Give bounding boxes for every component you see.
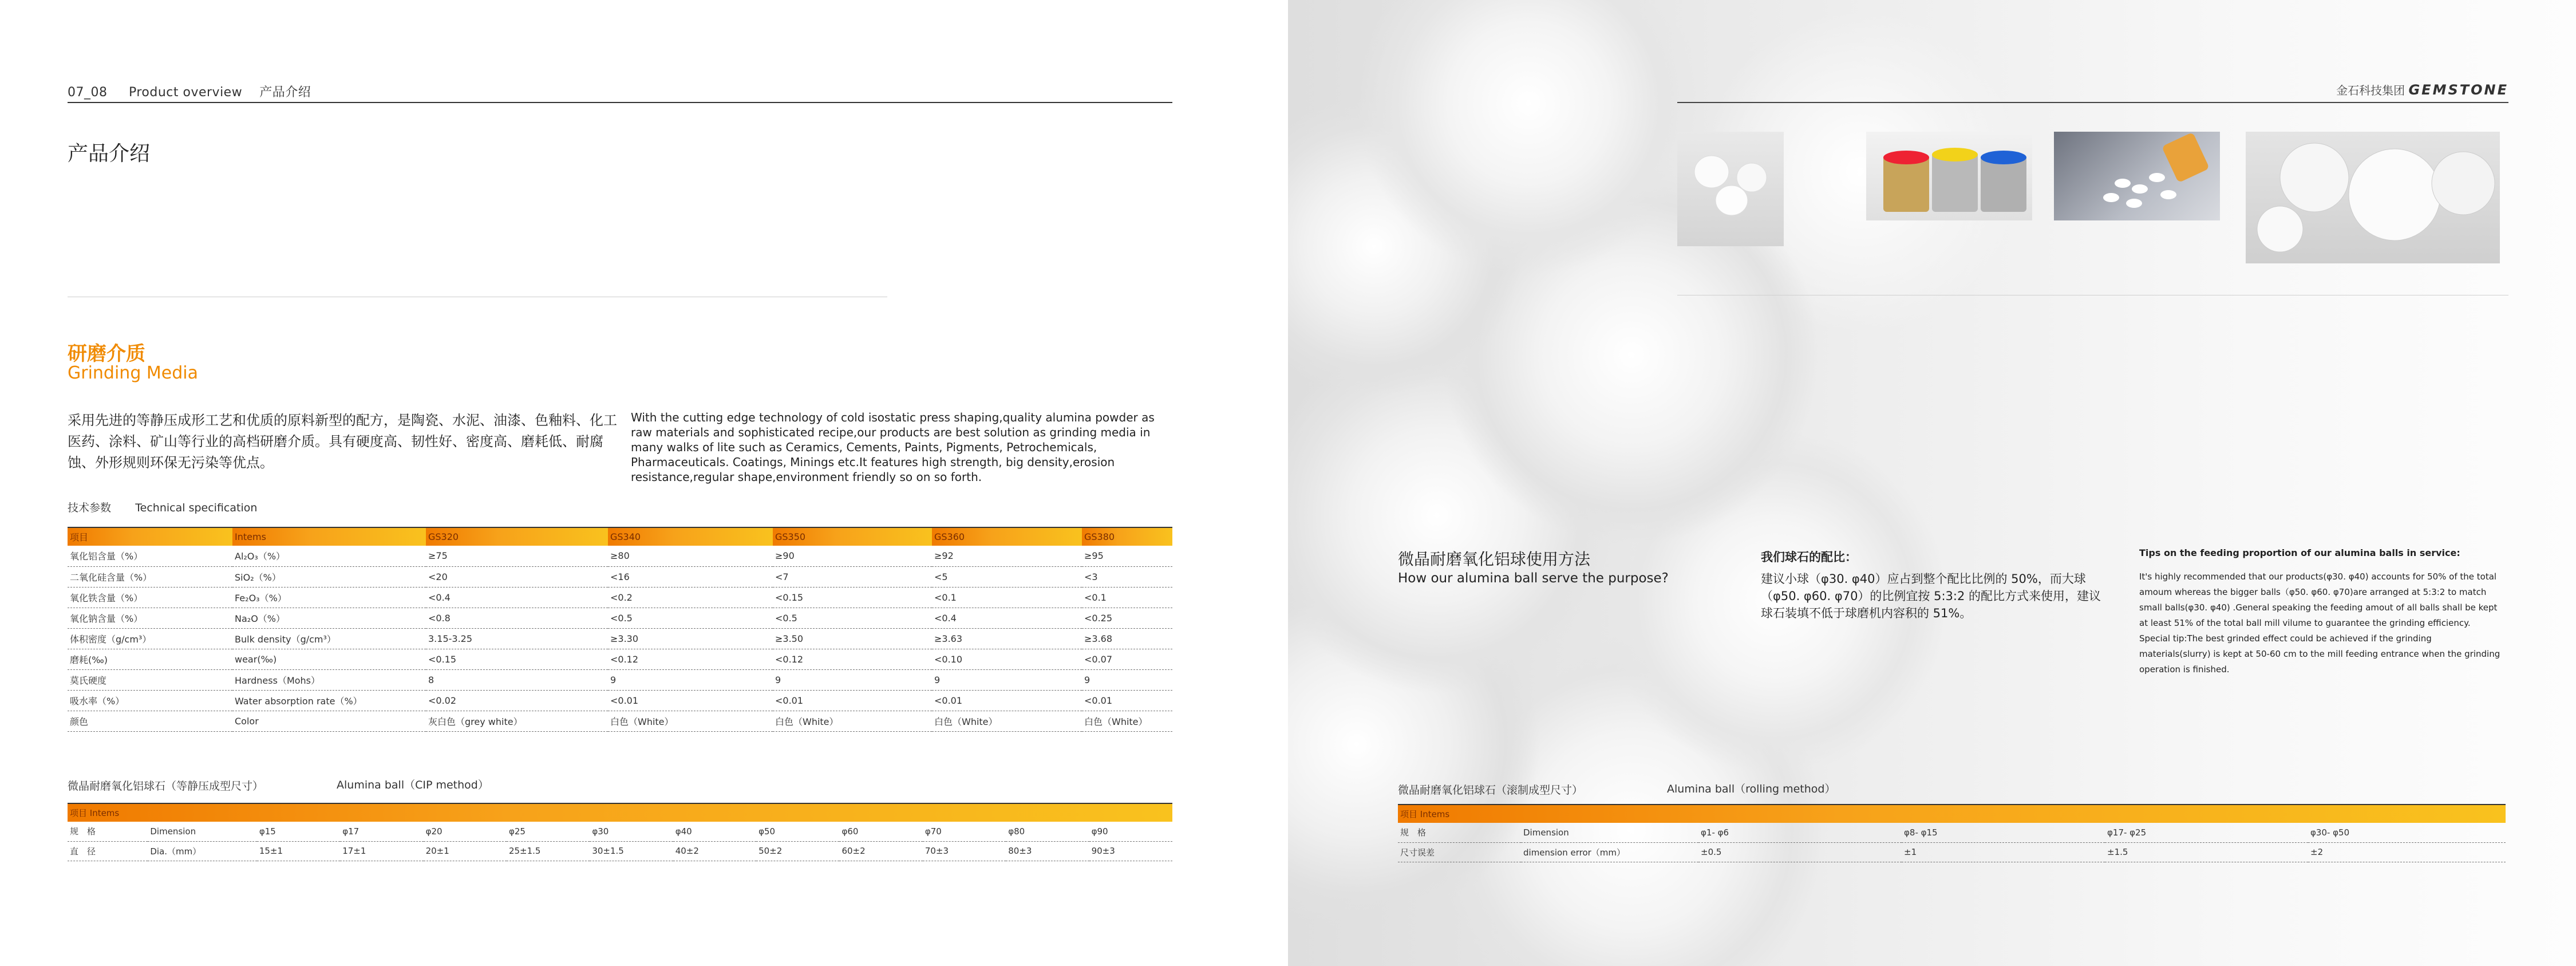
spec-label-en: Technical specification [135, 502, 258, 514]
table-cell: 60±2 [839, 841, 922, 861]
table-header-cell: GS360 [932, 527, 1082, 546]
table-cell: 规 格 [1398, 823, 1521, 842]
table-cell: 80±3 [1006, 841, 1089, 861]
table-cell: ±0.5 [1698, 842, 1902, 862]
spec-table-header [68, 527, 1172, 546]
table-cell: 白色（White） [608, 711, 773, 731]
cip-label-en: Alumina ball（CIP method） [337, 779, 489, 791]
table-cell: φ1- φ6 [1698, 823, 1902, 842]
table-row [1398, 842, 2506, 862]
table-cell: 17±1 [340, 841, 423, 861]
table-cell: 规 格 [68, 822, 148, 841]
table-cell: <0.5 [773, 608, 932, 628]
table-cell: 白色（White） [1082, 711, 1172, 731]
tips-text: It's highly recommended that our products(φ30. φ40) accounts for 50% of the total amoum whereas the bigger balls（φ50. φ60. φ70)are arranged at 5:3:2 to match small balls(φ30. φ40) .General speaking the feeding amout of all balls shall be kept at least 51% of the total ball mill vilume to guarantee the grinding efficiency. [2139, 571, 2498, 628]
table-row [68, 669, 1172, 690]
table-cell: ≥75 [426, 546, 608, 566]
spec-label [68, 499, 257, 515]
table-cell: 氧化钠含量（%） [68, 608, 232, 628]
table-cell: <0.1 [1082, 587, 1172, 608]
table-cell: <7 [773, 566, 932, 587]
photo-white-balls [1677, 132, 1784, 246]
table-cell: 灰白色（grey white） [426, 711, 608, 731]
usage-title-en: How our alumina ball serve the purpose? [1398, 571, 1669, 586]
table-cell: 15±1 [257, 841, 340, 861]
table-cell: <0.10 [932, 649, 1082, 669]
table-cell: SiO₂（%） [232, 566, 426, 587]
table-cell: <3 [1082, 566, 1172, 587]
section-title-en: Product overview [128, 85, 243, 100]
table-header-cell: GS380 [1082, 527, 1172, 546]
table-cell: <0.12 [773, 649, 932, 669]
table-cell: 25±1.5 [507, 841, 590, 861]
table-cell: Na₂O（%） [232, 608, 426, 628]
table-row [68, 841, 1172, 861]
table-cell: <0.01 [608, 690, 773, 711]
table-cell: φ30 [590, 822, 673, 841]
table-cell: Bulk density（g/cm³） [232, 628, 426, 649]
rolling-label-cn: 微晶耐磨氧化铝球石（滚制成型尺寸） [1398, 784, 1583, 797]
table-cell: Hardness（Mohs） [232, 669, 426, 690]
table-cell: ≥95 [1082, 546, 1172, 566]
table-cell: 氧化铁含量（%） [68, 587, 232, 608]
table-cell: wear(‰) [232, 649, 426, 669]
table-cell: ≥90 [773, 546, 932, 566]
table-cell: 吸水率（%） [68, 690, 232, 711]
table-header-cell: GS350 [773, 527, 932, 546]
table-cell: 20±1 [424, 841, 507, 861]
table-cell: 9 [1082, 669, 1172, 690]
table-cell: 莫氏硬度 [68, 669, 232, 690]
table-header-cell: 项目 [68, 527, 232, 546]
brand-name-cn: 金石科技集团 [2336, 84, 2405, 97]
table-cell: 3.15-3.25 [426, 628, 608, 649]
table-cell: <0.2 [608, 587, 773, 608]
table-cell: ≥3.30 [608, 628, 773, 649]
table-header-cell: 项目 Intems [1398, 805, 2506, 823]
table-cell: 颜色 [68, 711, 232, 731]
table-cell: φ20 [424, 822, 507, 841]
tips-special: Special tip:The best grinded effect could be achieved if the grinding materials(slurry) is kept at 50-60 cm to the mill feeding entrance when the grinding operation is finished. [2139, 633, 2500, 675]
brand-logo [2336, 81, 2508, 98]
table-cell: 50±2 [756, 841, 839, 861]
table-cell: 8 [426, 669, 608, 690]
table-cell: 70±3 [923, 841, 1006, 861]
table-cell: φ40 [673, 822, 756, 841]
page-title: 产品介绍 [68, 142, 151, 165]
table-cell: dimension error（mm） [1521, 842, 1698, 862]
table-cell: φ30- φ50 [2308, 823, 2506, 842]
table-cell: Fe₂O₃（%） [232, 587, 426, 608]
white-balls-image [1677, 132, 1784, 246]
ratio-title: 我们球石的配比： [1761, 550, 1857, 564]
table-cell: <0.12 [608, 649, 773, 669]
table-cell: <0.8 [426, 608, 608, 628]
rolling-table [1398, 804, 2506, 862]
table-cell: 白色（White） [773, 711, 932, 731]
table-header-cell: 项目 Intems [68, 803, 1172, 822]
table-cell: φ60 [839, 822, 922, 841]
table-header-cell: GS320 [426, 527, 608, 546]
table-cell: <0.15 [426, 649, 608, 669]
tips-body [2139, 569, 2506, 677]
rolling-label-en: Alumina ball（rolling method） [1667, 783, 1836, 795]
table-cell: 40±2 [673, 841, 756, 861]
table-cell: <0.07 [1082, 649, 1172, 669]
page-number: 07_08 [68, 85, 108, 100]
table-row [68, 608, 1172, 628]
rolling-table-header [1398, 805, 2506, 823]
spec-label-cn: 技术参数 [68, 502, 112, 514]
table-header-cell: Intems [232, 527, 426, 546]
table-cell: <0.01 [1082, 690, 1172, 711]
table-cell: ±1.5 [2105, 842, 2308, 862]
photo-pills [2054, 132, 2220, 220]
table-cell: 白色（White） [932, 711, 1082, 731]
table-cell: φ25 [507, 822, 590, 841]
photo-paint-cans [1866, 132, 2032, 220]
table-cell: <16 [608, 566, 773, 587]
spec-table [68, 527, 1172, 732]
table-cell: φ50 [756, 822, 839, 841]
brand-name-en: GEMSTONE [2408, 82, 2508, 98]
table-cell: <20 [426, 566, 608, 587]
grinding-title-cn: 研磨介质 [68, 342, 145, 365]
intro-en: With the cutting edge technology of cold isostatic press shaping,quality alumina powder as raw materials and sophisticated recipe,our products are best solution as grinding media in many walks of lite such as Ceramics, Cements, Paints, Pigments, Petrochemicals, Pharmaceuticals. Coatings, Minings etc.It features high strength, big density,erosion resistance,regular shape,environment friendly so on so forth. [631, 411, 1155, 484]
cip-table [68, 803, 1172, 861]
table-cell: Water absorption rate（%） [232, 690, 426, 711]
table-cell: Color [232, 711, 426, 731]
table-cell: ≥80 [608, 546, 773, 566]
intro-cn: 采用先进的等静压成形工艺和优质的原料新型的配方，是陶瓷、水泥、油漆、色釉料、化工医药、涂料、矿山等行业的高档研磨介质。具有硬度高、韧性好、密度高、磨耗低、耐腐蚀、外形规则环保无污染等优点。 [68, 412, 617, 471]
table-cell: φ17 [340, 822, 423, 841]
large-balls-image [2246, 132, 2500, 263]
cip-label-cn: 微晶耐磨氧化铝球石（等静压成型尺寸） [68, 780, 264, 792]
table-cell: ≥3.50 [773, 628, 932, 649]
table-cell: 磨耗(‰) [68, 649, 232, 669]
table-cell: 9 [932, 669, 1082, 690]
table-cell: 直 径 [68, 841, 148, 861]
table-cell: <0.25 [1082, 608, 1172, 628]
table-cell: 尺寸误差 [1398, 842, 1521, 862]
table-cell: <0.01 [932, 690, 1082, 711]
section-title-cn: 产品介绍 [259, 85, 311, 100]
table-cell: φ17- φ25 [2105, 823, 2308, 842]
header-rule [68, 102, 1172, 103]
table-cell: Al₂O₃（%） [232, 546, 426, 566]
table-cell: <0.4 [426, 587, 608, 608]
cip-table-header [68, 803, 1172, 822]
table-cell: <0.01 [773, 690, 932, 711]
table-cell: ≥92 [932, 546, 1082, 566]
table-row [1398, 823, 2506, 842]
table-row [68, 566, 1172, 587]
table-cell: ≥3.63 [932, 628, 1082, 649]
table-cell: <0.02 [426, 690, 608, 711]
table-cell: <0.15 [773, 587, 932, 608]
table-cell: 9 [608, 669, 773, 690]
table-row [68, 690, 1172, 711]
table-cell: Dimension [1521, 823, 1698, 842]
table-header-cell: GS340 [608, 527, 773, 546]
table-row [68, 711, 1172, 731]
photo-large-balls [2246, 132, 2500, 263]
table-cell: 氧化铝含量（%） [68, 546, 232, 566]
table-cell: <0.4 [932, 608, 1082, 628]
table-cell: 9 [773, 669, 932, 690]
table-cell: φ70 [923, 822, 1006, 841]
page-header [68, 82, 311, 100]
table-row [68, 649, 1172, 669]
table-cell: 30±1.5 [590, 841, 673, 861]
table-row [68, 822, 1172, 841]
table-cell: 体积密度（g/cm³） [68, 628, 232, 649]
table-cell: <0.1 [932, 587, 1082, 608]
table-cell: ±2 [2308, 842, 2506, 862]
usage-title-cn: 微晶耐磨氧化铝球使用方法 [1398, 550, 1591, 569]
header-rule [1677, 102, 2508, 103]
table-cell: Dimension [148, 822, 256, 841]
cip-label [68, 778, 263, 793]
table-cell: φ90 [1089, 822, 1172, 841]
table-cell: 90±3 [1089, 841, 1172, 861]
pills-image [2054, 132, 2220, 220]
table-row [68, 546, 1172, 566]
grinding-title-en: Grinding Media [68, 363, 199, 383]
table-cell: 二氧化硅含量（%） [68, 566, 232, 587]
table-cell: φ80 [1006, 822, 1089, 841]
right-page [1288, 0, 2576, 966]
table-cell: φ15 [257, 822, 340, 841]
table-row [68, 587, 1172, 608]
table-row [68, 628, 1172, 649]
table-cell: <5 [932, 566, 1082, 587]
table-cell: φ8- φ15 [1902, 823, 2105, 842]
table-cell: ≥3.68 [1082, 628, 1172, 649]
ratio-text: 建议小球（φ30. φ40）应占到整个配比比例的 50%，而大球（φ50. φ60. φ70）的比例宜按 5:3:2 的配比方式来使用，建议球石装填不低于球磨机内容积的 51%。 [1761, 572, 2101, 620]
paint-cans-image [1866, 132, 2032, 220]
table-cell: ±1 [1902, 842, 2105, 862]
table-cell: Dia.（mm） [148, 841, 256, 861]
tips-title: Tips on the feeding proportion of our alumina balls in service: [2139, 547, 2460, 558]
table-cell: <0.5 [608, 608, 773, 628]
